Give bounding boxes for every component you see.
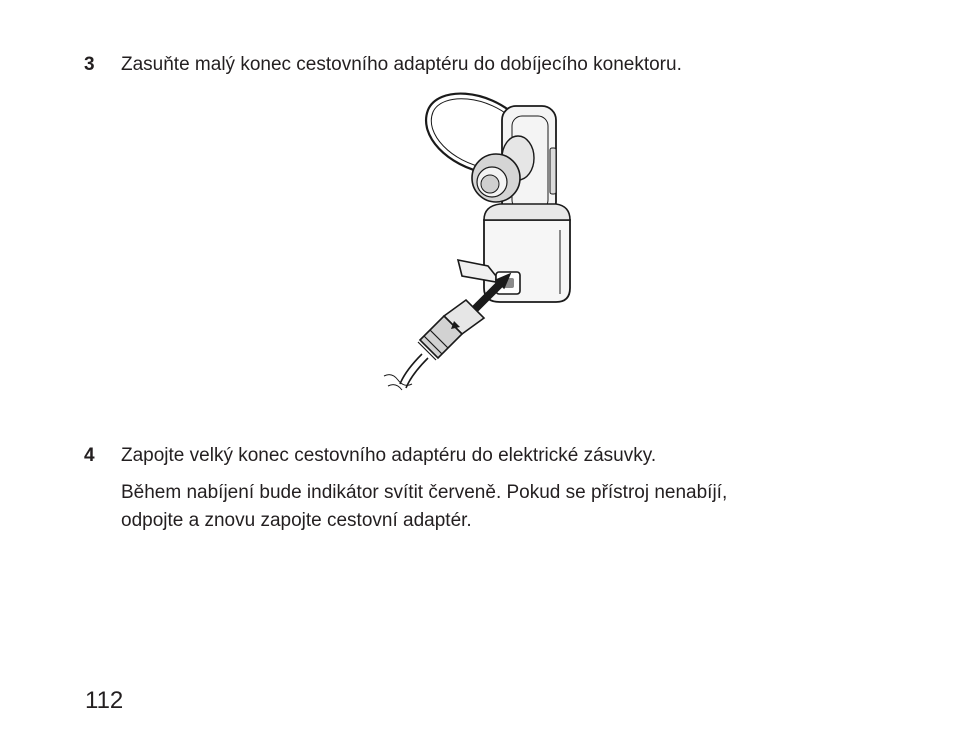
step-note-line: Během nabíjení bude indikátor svítit červeně. Pokud se přístroj nenabíjí, — [121, 482, 728, 503]
headset-charging-illustration — [378, 88, 590, 398]
step-number: 3 — [84, 54, 95, 75]
step-number: 4 — [84, 445, 95, 466]
usb-plug — [418, 300, 484, 360]
step-note — [121, 479, 727, 535]
step-instruction: Zapojte velký konec cestovního adaptéru do elektrické zásuvky. — [121, 445, 657, 466]
step-instruction: Zasuňte malý konec cestovního adaptéru do dobíjecího konektoru. — [121, 54, 682, 75]
step-note-line: odpojte a znovu zapojte cestovní adaptér. — [121, 510, 472, 531]
page-number: 112 — [85, 687, 124, 714]
